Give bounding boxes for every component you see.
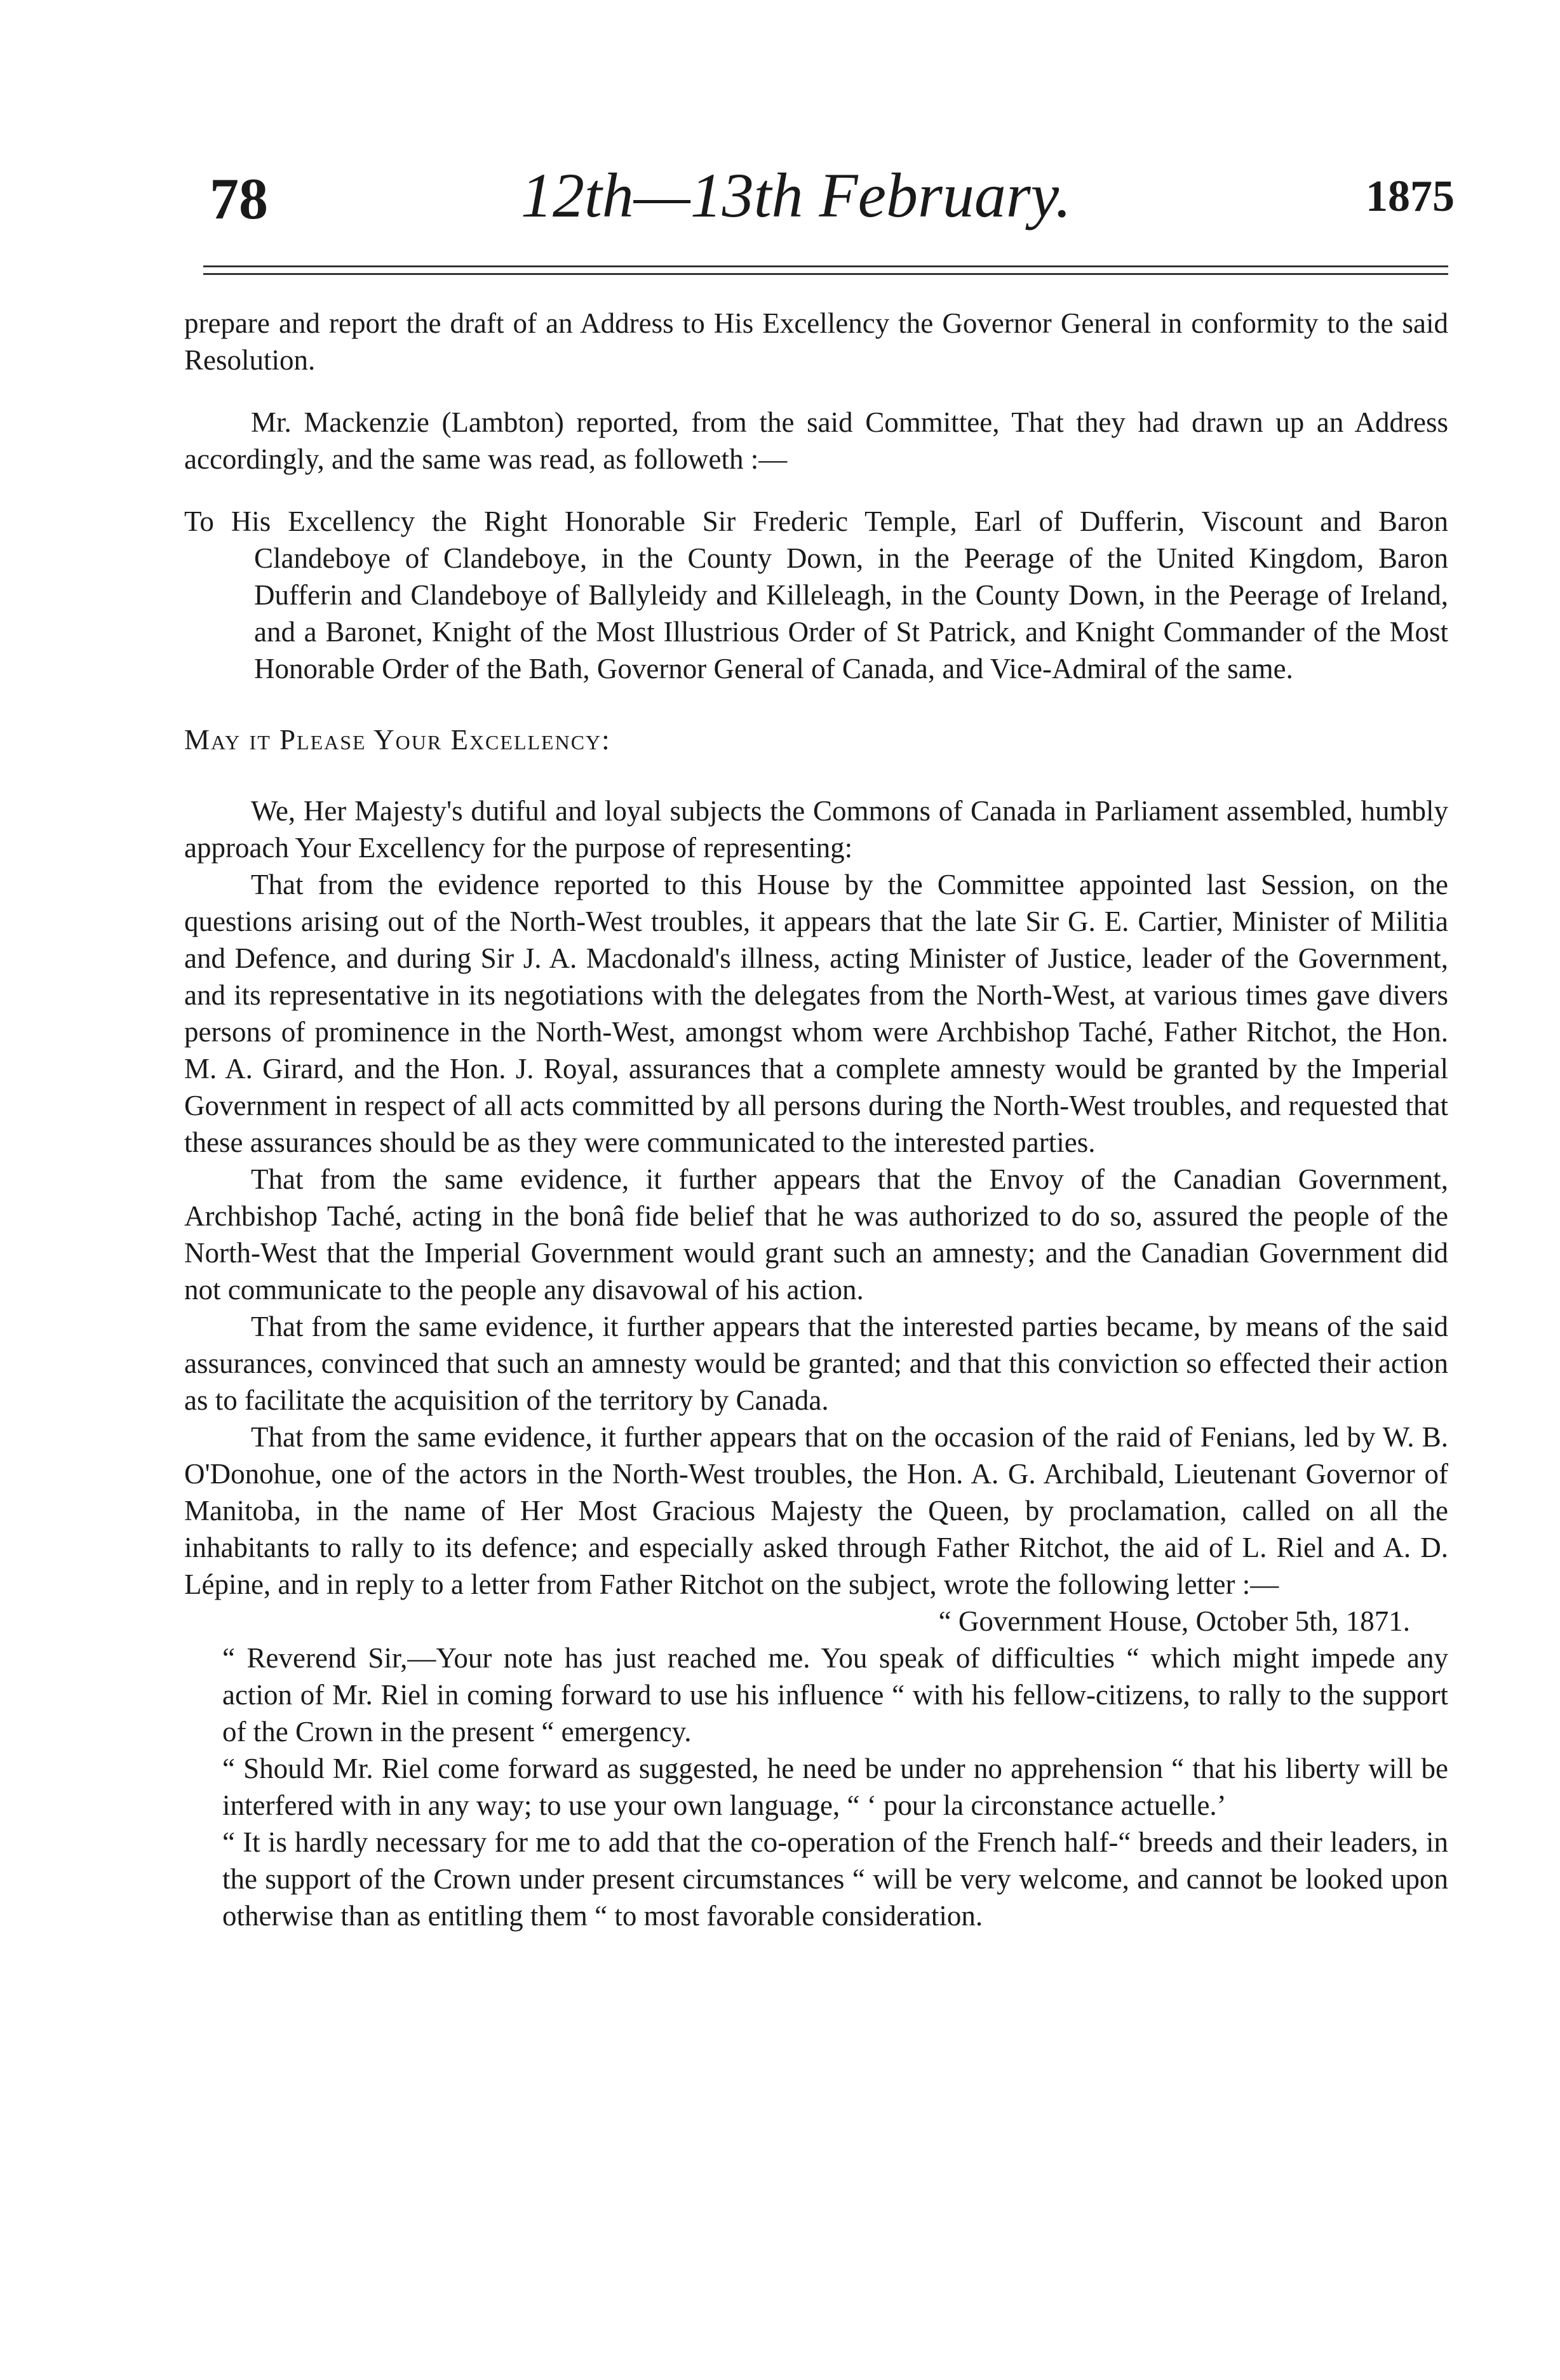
paragraph-commons: We, Her Majesty's dutiful and loyal subjects the Commons of Canada in Parliament assembled, humbly approach Your Excellency for the purpose of representing:	[184, 795, 1448, 864]
body-text	[184, 305, 1448, 1934]
paragraph-resolution: prepare and report the draft of an Address to His Excellency the Governor General in conformity to the said Resolution.	[184, 307, 1448, 376]
letter-paragraph-1: “ Reverend Sir,—Your note has just reached me. You speak of difficulties “ which might impede any action of Mr. Riel in coming forward to use his influence “ with his fellow-citizens, to rally to the support of the Crown in the present “ emergency.	[222, 1642, 1448, 1748]
address-heading: To His Excellency the Right Honorable Sir Frederic Temple, Earl of Dufferin, Viscount and Baron Clandeboye of Clandeboye, in the County Down, in the Peerage of the United Kingdom, Baron Dufferin and Clandeboye of Ballyleidy and Killeleagh, in the County Down, in the Peerage of Ireland, and a Baronet, Knight of the Most Illustrious Order of St Patrick, and Knight Commander of the Most Honorable Order of the Bath, Governor General of Canada, and Vice-Admiral of the same.	[184, 505, 1448, 685]
letter-paragraph-3: “ It is hardly necessary for me to add that the co-operation of the French half-“ breeds and their leaders, in the support of the Crown under present circumstances “ will be very welcome, and cannot be looked upon otherwise than as entitling them “ to most favorable consideration.	[222, 1826, 1448, 1932]
salutation: May it Please Your Excellency:	[184, 724, 611, 756]
letter-dateline: “ Government House, October 5th, 1871.	[938, 1605, 1410, 1637]
paragraph-evidence-1: That from the evidence reported to this House by the Committee appointed last Session, on the questions arising out of the North-West troubles, it appears that the late Sir G. E. Cartier, Minister of Militia and Defence, and during Sir J. A. Macdonald's illness, acting Minister of Justice, leader of the Government, and its representative in its negotiations with the delegates from the North-West, at various times gave divers persons of prominence in the North-West, amongst whom were Archbishop Taché, Father Ritchot, the Hon. M. A. Girard, and the Hon. J. Royal, assurances that a complete amnesty would be granted by the Imperial Government in respect of all acts committed by all persons during the North-West troubles, and requested that these assurances should be as they were communicated to the interested parties.	[184, 869, 1448, 1158]
page-header	[210, 159, 1455, 248]
paragraph-evidence-4: That from the same evidence, it further appears that on the occasion of the raid of Fenians, led by W. B. O'Donohue, one of the actors in the North-West troubles, the Hon. A. G. Archibald, Lieutenant Governor of Manitoba, in the name of Her Most Gracious Majesty the Queen, by proclamation, called on all the inhabitants to rally to its defence; and especially asked through Father Ritchot, the aid of L. Riel and A. D. Lépine, and in reply to a letter from Father Ritchot on the subject, wrote the following letter :—	[184, 1421, 1448, 1600]
header-rule-top	[203, 265, 1448, 267]
paragraph-evidence-3: That from the same evidence, it further appears that the interested parties became, by means of the said assurances, convinced that such an amnesty would be granted; and that this conviction so effected their action as to facilitate the acquisition of the territory by Canada.	[184, 1311, 1448, 1416]
paragraph-report: Mr. Mackenzie (Lambton) reported, from the said Committee, That they had drawn up an Address accordingly, and the same was read, as followeth :—	[184, 406, 1448, 475]
page-number: 78	[210, 166, 268, 231]
letter-paragraph-2: “ Should Mr. Riel come forward as suggested, he need be under no apprehension “ that his liberty will be interfered with in any way; to use your own language, “ ‘ pour la circonstance actuelle.’	[222, 1753, 1448, 1821]
header-title: 12th—13th February.	[521, 160, 1072, 231]
paragraph-evidence-2: That from the same evidence, it further appears that the Envoy of the Canadian Government, Archbishop Taché, acting in the bonâ fide belief that he was authorized to do so, assured the people of the North-West that the Imperial Government would grant such an amnesty; and the Canadian Government did not communicate to the people any disavowal of his action.	[184, 1163, 1448, 1306]
header-year: 1875	[1366, 172, 1455, 221]
header-rule-bottom	[203, 273, 1448, 275]
